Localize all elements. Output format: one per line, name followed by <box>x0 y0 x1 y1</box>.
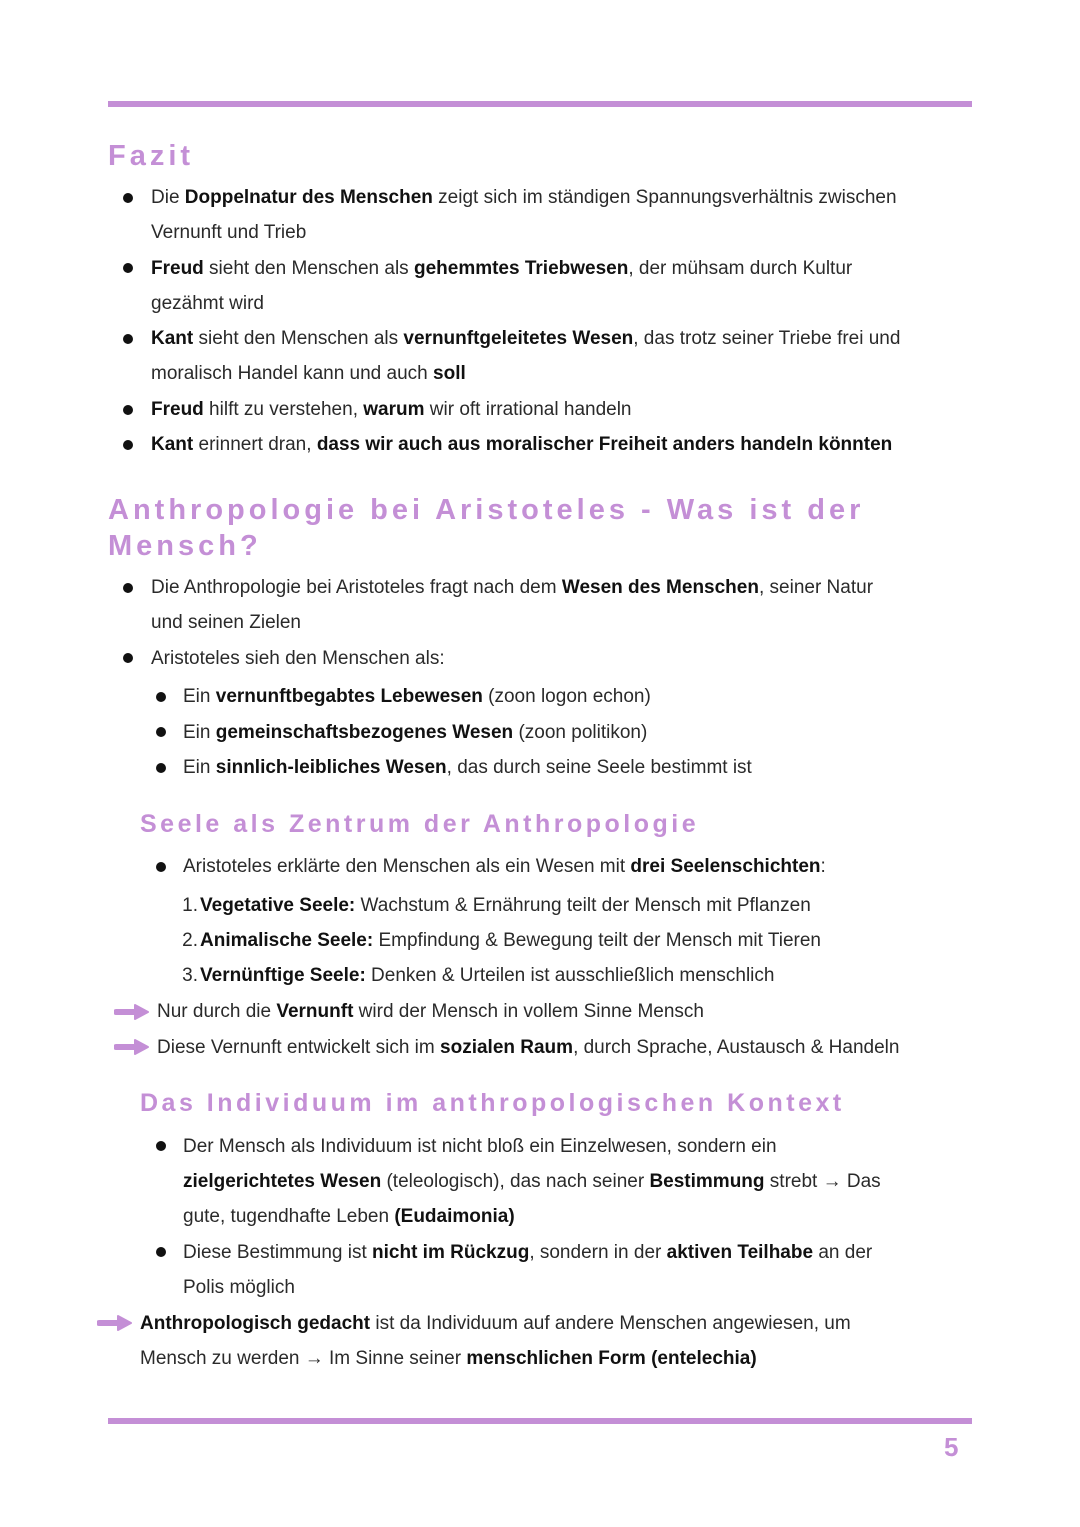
bullet-dot <box>123 193 133 203</box>
bullet-dot <box>156 1247 166 1257</box>
top-divider <box>108 101 972 107</box>
anthro-item-2: Aristoteles sieh den Menschen als: <box>151 648 445 669</box>
bottom-divider <box>108 1418 972 1424</box>
anthro-subitem-3: Ein sinnlich-leibliches Wesen, das durch seine Seele bestimmt ist <box>183 757 752 778</box>
page-number: 5 <box>944 1432 959 1462</box>
bullet-dot <box>123 334 133 344</box>
bullet-dot <box>123 405 133 415</box>
seele-arrow-1: Nur durch die Vernunft wird der Mensch in vollem Sinne Mensch <box>157 1001 704 1022</box>
seele-list-item-2: Animalische Seele: Empfindung & Bewegung teilt der Mensch mit Tieren <box>200 930 821 951</box>
individuum-item-2: Diese Bestimmung ist nicht im Rückzug, sondern in der aktiven Teilhabe an der Polis möglich <box>183 1242 873 1298</box>
bullet-dot <box>156 862 166 872</box>
seele-intro: Aristoteles erklärte den Menschen als ein Wesen mit drei Seelenschichten: <box>183 856 826 877</box>
individuum-item-1: Der Mensch als Individuum ist nicht bloß ein Einzelwesen, sondern ein zielgerichtetes Wesen (teleologisch), das nach seiner Bestimmung strebt → Das gute, tugendhafte Leben (Eudaimonia) <box>183 1136 881 1227</box>
arrow-right-icon <box>114 1003 150 1021</box>
arrow-right-icon <box>114 1038 150 1056</box>
fazit-item-2: Freud sieht den Menschen als gehemmtes Triebwesen, der mühsam durch Kultur gezähmt wird <box>151 258 853 314</box>
list-number: 3. <box>182 965 198 986</box>
bullet-dot <box>123 263 133 273</box>
bullet-dot <box>123 653 133 663</box>
bullet-dot <box>156 727 166 737</box>
seele-arrow-2: Diese Vernunft entwickelt sich im sozialen Raum, durch Sprache, Austausch & Handeln <box>157 1037 900 1058</box>
seele-list-item-1: Vegetative Seele: Wachstum & Ernährung teilt der Mensch mit Pflanzen <box>200 895 811 916</box>
anthro-item-1: Die Anthropologie bei Aristoteles fragt nach dem Wesen des Menschen, seiner Natur und seinen Zielen <box>151 577 874 633</box>
seele-heading: Seele als Zentrum der Anthropologie <box>140 810 700 838</box>
anthropologie-heading: Anthropologie bei Aristoteles - Was ist der Mensch? <box>108 494 865 562</box>
bullet-dot <box>123 583 133 593</box>
bullet-dot <box>156 692 166 702</box>
fazit-heading: Fazit <box>108 140 195 172</box>
bullet-dot <box>156 763 166 773</box>
fazit-item-4: Freud hilft zu verstehen, warum wir oft irrational handeln <box>151 399 632 420</box>
fazit-item-5: Kant erinnert dran, dass wir auch aus moralischer Freiheit anders handeln könnten <box>151 434 893 455</box>
bullet-dot <box>123 440 133 450</box>
bullet-dot <box>156 1141 166 1151</box>
list-number: 2. <box>182 930 198 951</box>
seele-list-item-3: Vernünftige Seele: Denken & Urteilen ist ausschließlich menschlich <box>200 965 775 986</box>
fazit-item-1: Die Doppelnatur des Menschen zeigt sich im ständigen Spannungsverhältnis zwischen Vernunft und Trieb <box>151 187 897 243</box>
individuum-arrow: Anthropologisch gedacht ist da Individuum auf andere Menschen angewiesen, um Mensch zu werden → Im Sinne seiner menschlichen Form (entelechia) <box>140 1313 851 1369</box>
individuum-heading: Das Individuum im anthropologischen Kontext <box>140 1089 845 1117</box>
anthro-subitem-2: Ein gemeinschaftsbezogenes Wesen (zoon politikon) <box>183 722 648 743</box>
arrow-right-icon <box>97 1314 133 1332</box>
fazit-item-3: Kant sieht den Menschen als vernunftgeleitetes Wesen, das trotz seiner Triebe frei und moralisch Handel kann und auch soll <box>151 328 901 384</box>
list-number: 1. <box>182 895 198 916</box>
anthro-subitem-1: Ein vernunftbegabtes Lebewesen (zoon logon echon) <box>183 686 651 707</box>
